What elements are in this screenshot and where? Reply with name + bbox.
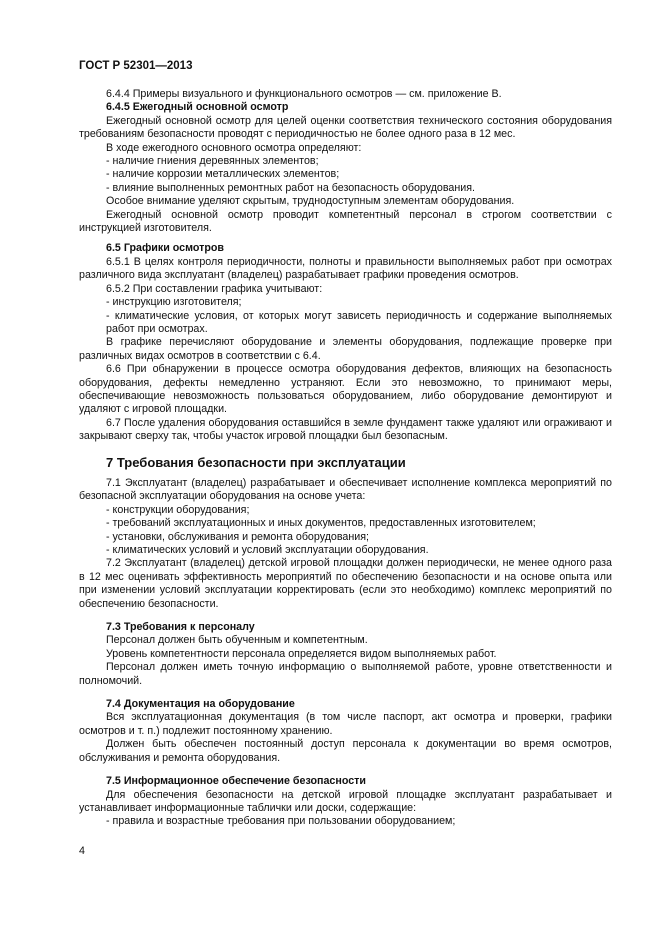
list-item: - правила и возрастные требования при пользовании оборудованием;	[106, 815, 456, 828]
section-heading: 7.3 Требования к персоналу	[106, 621, 255, 634]
list-item: - влияние выполненных ремонтных работ на безопасность оборудования.	[106, 181, 476, 194]
list-item: - климатических условий и условий эксплуатации оборудования.	[106, 544, 429, 556]
paragraph: Уровень компетентности персонала определяется видом выполняемых работ.	[106, 647, 497, 660]
document-body	[79, 88, 612, 829]
paragraph: 6.6 При обнаружении в процессе осмотра оборудования дефектов, влияющих на безопасность оборудования, дефекты немедленно устраняют. Если это невозможно, то принимают меры, обеспечивающие невозможность пользоваться оборудованием, либо оборудование демонтируют и удаляют с игровой площадки.	[79, 363, 612, 416]
paragraph: 6.7 После удаления оборудования оставшийся в земле фундамент также удаляют или ограживают и закрывают сверху так, чтобы участок игровой площадки был безопасным.	[79, 416, 612, 443]
section-heading: 7 Требования безопасности при эксплуатации	[106, 454, 406, 470]
list-item: - климатические условия, от которых могут зависеть периодичность и содержание выполняемых работ при осмотрах.	[106, 309, 612, 335]
paragraph: Ежегодный основной осмотр для целей оценки соответствия технического состояния оборудования требованиям безопасности проводят с периодичностью не более одного раза в 12 мес.	[79, 114, 612, 141]
paragraph: В графике перечисляют оборудование и элементы оборудования, подлежащие проверке при различных видах осмотров в соответствии с 6.4.	[79, 336, 612, 362]
list-item: - наличие коррозии металлических элементов;	[106, 168, 340, 181]
paragraph: Должен быть обеспечен постоянный доступ персонала к документации во время осмотров, обслуживания и ремонта оборудования.	[79, 738, 612, 764]
paragraph: Ежегодный основной осмотр проводит компетентный персонал в строгом соответствии с инструкцией изготовителя.	[79, 208, 612, 235]
paragraph: 6.5.1 В целях контроля периодичности, полноты и правильности выполняемых работ при осмотрах различного вида эксплуатант (владелец) разрабатывает графики проведения осмотров.	[79, 255, 612, 282]
paragraph: 7.2 Эксплуатант (владелец) детской игровой площадки должен периодически, не менее одного раза в 12 мес оценивать эффективность мероприятий по обеспечению безопасности и на основе опыта или при изменении условий эксплуатации корректировать (если это необходимо) комплекс мероприятий по обеспечению безопасности.	[79, 557, 612, 610]
section-heading: 6.4.5 Ежегодный основной осмотр	[106, 101, 289, 114]
paragraph: В ходе ежегодного основного осмотра определяют:	[106, 141, 362, 154]
paragraph: Персонал должен иметь точную информацию о выполняемой работе, уровне ответственности и полномочий.	[79, 661, 612, 687]
list-item: - установки, обслуживания и ремонта оборудования;	[106, 530, 370, 543]
list-item: - конструкции оборудования;	[106, 503, 250, 516]
paragraph: Для обеспечения безопасности на детской игровой площадке эксплуатант разрабатывает и устанавливает информационные таблички или доски, содержащие:	[79, 788, 612, 814]
paragraph: Особое внимание уделяют скрытым, труднодоступным элементам оборудования.	[106, 195, 515, 208]
page-number: 4	[79, 845, 85, 857]
paragraph: Персонал должен быть обученным и компетентным.	[106, 634, 368, 647]
paragraph: 6.4.4 Примеры визуального и функционального осмотров — см. приложение В.	[106, 88, 502, 100]
section-heading: 7.5 Информационное обеспечение безопасности	[106, 775, 366, 788]
list-item: - инструкцию изготовителя;	[106, 296, 242, 309]
paragraph: 6.5.2 При составлении графика учитывают:	[106, 282, 323, 295]
section-heading: 7.4 Документация на оборудование	[106, 698, 295, 711]
list-item: - наличие гниения деревянных элементов;	[106, 155, 319, 168]
list-item: - требований эксплуатационных и иных документов, предоставленных изготовителем;	[106, 517, 536, 530]
section-heading: 6.5 Графики осмотров	[106, 242, 224, 255]
document-header: ГОСТ Р 52301—2013	[79, 60, 193, 72]
paragraph: Вся эксплуатационная документация (в том числе паспорт, акт осмотра и проверки, графики осмотров и т. п.) подлежит постоянному хранению.	[79, 711, 612, 737]
paragraph: 7.1 Эксплуатант (владелец) разрабатывает и обеспечивает исполнение комплекса мероприятий по безопасной эксплуатации оборудования на основе учета:	[79, 476, 612, 503]
